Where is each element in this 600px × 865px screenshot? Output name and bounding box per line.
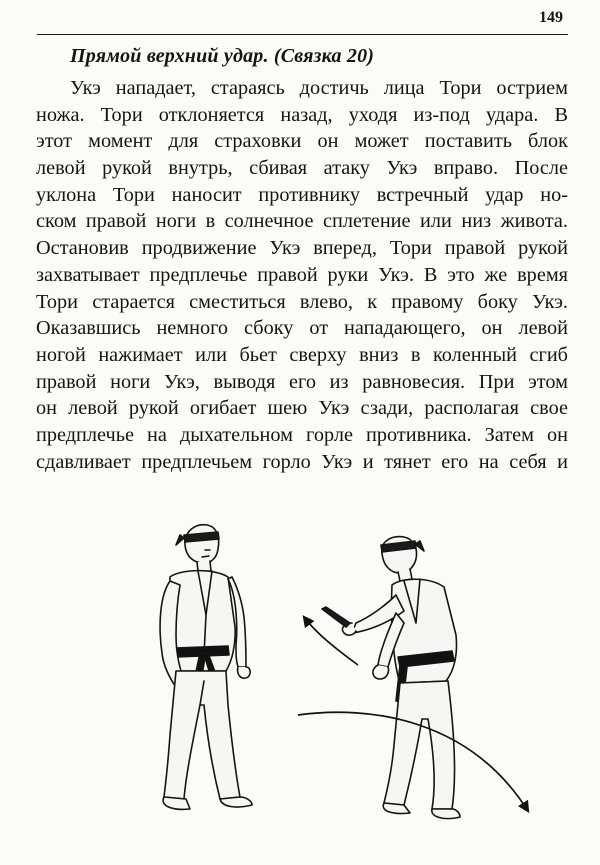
body-line: Тори старается сместиться влево, к правому боку Укэ. [36, 290, 568, 313]
body-line: правой ноги Укэ, выводя его из равновесия. При этом [36, 370, 568, 393]
section-title: Прямой верхний удар. (Связка 20) [70, 45, 375, 67]
body-text [36, 75, 568, 475]
tori-figure [160, 525, 252, 810]
knife-icon [322, 607, 350, 627]
body-line: ногой нажимает или бьет сверху вниз в коленный сгиб [36, 343, 568, 366]
body-line: Укэ нападает, стараясь достичь лица Тори острием [70, 77, 568, 99]
body-line: ножа. Тори отклоняется назад, уходя из-под удара. В [36, 103, 568, 126]
body-line: уклона Тори наносит противнику встречный удар но- [36, 183, 568, 206]
body-line: предплечье на дыхательном горле противника. Затем он [36, 423, 568, 446]
page-number: 149 [539, 9, 563, 26]
body-line: этот момент для страховки он может поставить блок [36, 130, 568, 153]
technique-illustration [0, 505, 600, 865]
body-line: он левой рукой огибает шею Укэ сзади, располагая свое [36, 397, 568, 420]
body-line: ском правой ноги в солнечное сплетение или низ живота. [36, 210, 568, 233]
body-line: сдавливает предплечьем горло Укэ и тянет его на себя и [36, 450, 568, 473]
body-line: левой рукой внутрь, сбивая атаку Укэ вправо. После [36, 157, 568, 180]
uke-figure [322, 537, 460, 819]
header-rule [37, 34, 568, 35]
body-line: Оказавшись немного сбоку от нападающего, он левой [36, 317, 568, 340]
body-line: Остановив продвижение Укэ вперед, Тори правой рукой [36, 237, 568, 260]
body-line: захватывает предплечье правой руки Укэ. В это же время [36, 263, 568, 286]
